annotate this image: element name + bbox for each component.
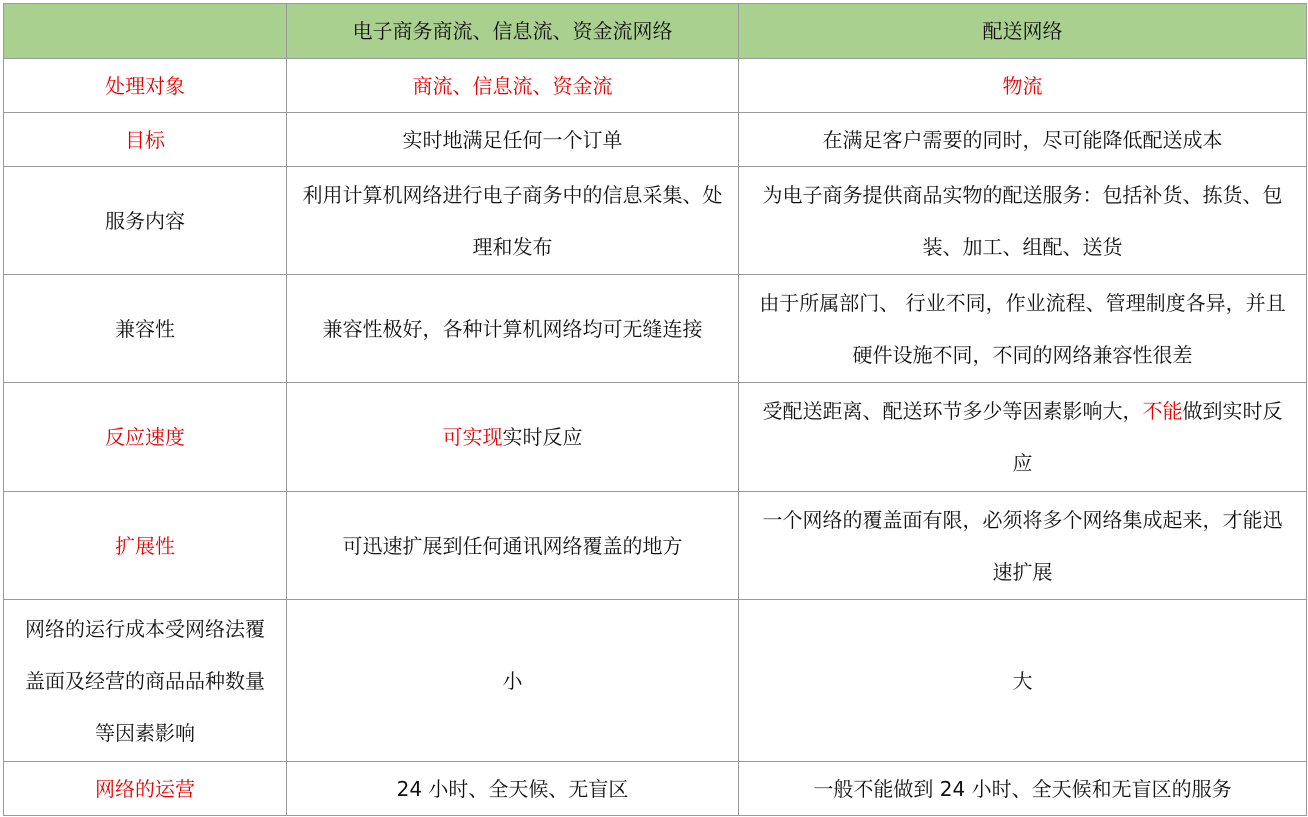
table-row [4, 167, 1307, 275]
row-label: 网络的运行成本受网络法覆盖面及经营的商品品种数量等因素影响 [4, 600, 287, 762]
ecommerce-cell: 兼容性极好，各种计算机网络均可无缝连接 [287, 275, 739, 383]
table-row [4, 275, 1307, 383]
table-row [4, 600, 1307, 762]
delivery-highlight: 不能 [1142, 399, 1183, 423]
delivery-cell: 一般不能做到 24 小时、全天候和无盲区的服务 [739, 762, 1307, 816]
delivery-cell: 一个网络的覆盖面有限，必须将多个网络集成起来，才能迅速扩展 [739, 492, 1307, 600]
row-label: 网络的运营 [4, 762, 287, 816]
delivery-cell: 大 [739, 600, 1307, 762]
ecommerce-cell: 小 [287, 600, 739, 762]
ecommerce-cell: 可迅速扩展到任何通讯网络覆盖的地方 [287, 492, 739, 600]
header-ecommerce: 电子商务商流、信息流、资金流网络 [287, 4, 739, 59]
ecommerce-highlight: 可实现 [442, 425, 503, 449]
header-blank-cell [4, 4, 287, 59]
ecommerce-cell: 利用计算机网络进行电子商务中的信息采集、处理和发布 [287, 167, 739, 275]
row-label: 兼容性 [4, 275, 287, 383]
header-delivery: 配送网络 [739, 4, 1307, 59]
row-label: 扩展性 [4, 492, 287, 600]
ecommerce-cell: 实时地满足任何一个订单 [287, 113, 739, 167]
delivery-cell: 物流 [739, 59, 1307, 113]
table-row [4, 59, 1307, 113]
row-label: 反应速度 [4, 383, 287, 492]
table-row [4, 762, 1307, 816]
row-label: 目标 [4, 113, 287, 167]
ecommerce-text: 实时反应 [502, 425, 583, 449]
table-row [4, 492, 1307, 600]
ecommerce-cell: 24 小时、全天候、无盲区 [287, 762, 739, 816]
ecommerce-cell [287, 383, 739, 492]
delivery-cell: 在满足客户需要的同时，尽可能降低配送成本 [739, 113, 1307, 167]
delivery-cell: 由于所属部门、 行业不同，作业流程、管理制度各异，并且硬件设施不同，不同的网络兼容性很差 [739, 275, 1307, 383]
row-label: 处理对象 [4, 59, 287, 113]
delivery-text-pre: 受配送距离、配送环节多少等因素影响大， [762, 399, 1143, 423]
ecommerce-cell: 商流、信息流、资金流 [287, 59, 739, 113]
delivery-cell [739, 383, 1307, 492]
delivery-cell: 为电子商务提供商品实物的配送服务：包括补货、拣货、包装、加工、组配、送货 [739, 167, 1307, 275]
table-row [4, 383, 1307, 492]
table-row [4, 113, 1307, 167]
comparison-table [3, 3, 1307, 816]
row-label: 服务内容 [4, 167, 287, 275]
header-row [4, 4, 1307, 59]
delivery-text-post: 做到实时反应 [1012, 399, 1283, 475]
